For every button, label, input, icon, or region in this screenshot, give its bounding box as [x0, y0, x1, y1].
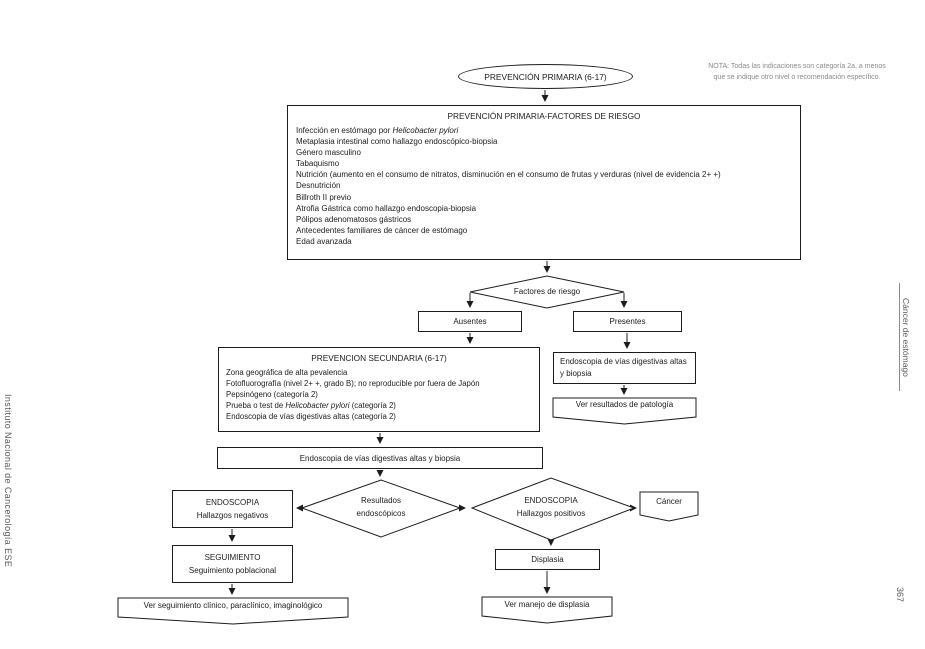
cancer-label: Cáncer [656, 497, 682, 506]
note-line-1: NOTA: Todas las indicaciones son categoría 2a, a menos [708, 63, 886, 70]
risk-line: Género masculino [296, 148, 361, 158]
see-pathology-results-label: Ver resultados de patología [575, 400, 674, 409]
risk-line: Atrofia Gástrica como hallazgo endoscopia-biopsia [296, 203, 477, 213]
right-running-header: Cáncer de estómago [901, 297, 911, 377]
followup-box: SEGUIMIENTO Seguimiento poblacional [172, 545, 293, 583]
dysplasia-box: Displasia [495, 549, 600, 570]
risk-factors-list [288, 121, 800, 247]
risk-factors-title: PREVENCIÓN PRIMARIA-FACTORES DE RIESGO [447, 111, 641, 121]
secondary-prevention-list [219, 363, 539, 422]
decision-endoscopic-results-label: Resultados endoscópicos [356, 496, 406, 518]
note-text [688, 61, 906, 83]
secondary-prevention-box [218, 347, 540, 432]
secondary-prevention-title: PREVENCION SECUNDARIA (6-17) [311, 353, 447, 363]
risk-line: Nutrición (aumento en el consumo de nitratos, disminución en el consumo de frutas y verduras (nivel de evidencia 2+ +) [296, 170, 721, 180]
start-node-prevencion-primaria [458, 64, 633, 89]
page-number: 367 [895, 587, 905, 603]
secondary-line: Pepsinógeno (categoría 2) [226, 390, 318, 399]
risk-line: Metaplasia intestinal como hallazgo endoscópico-biopsia [296, 137, 498, 147]
risk-line: Pólipos adenomatosos gástricos [296, 214, 412, 224]
secondary-line: Zona geográfica de alta pevalencia [226, 368, 348, 377]
decision-positive-findings-label: ENDOSCOPIA Hallazgos positivos [516, 496, 586, 518]
risk-line: Billroth II previo [296, 192, 352, 202]
risk-line: Tabaquismo [296, 159, 340, 169]
start-node-label: PREVENCIÓN PRIMARIA (6-17) [484, 71, 607, 82]
endoscopy-negative-box: ENDOSCOPIA Hallazgos negativos [172, 490, 293, 528]
see-followup-label: Ver seguimiento clínico, paraclínico, imaginológico [143, 601, 323, 610]
decision-risk-factors-label: Factores de riesgo [513, 287, 581, 296]
left-margin-institution-text: Instituto Nacional de Cancerología ESE [3, 394, 13, 568]
secondary-line: Fotofluorografía (nivel 2+ +, grado B); no reproducible por fuera de Japón [226, 379, 480, 388]
absent-box: Ausentes [418, 311, 522, 332]
endoscopy-biopsy-center-box: Endoscopia de vías digestivas altas y biopsia [217, 447, 543, 469]
secondary-line: Endoscopia de vías digestivas altas (categoría 2) [226, 412, 396, 421]
risk-factors-box [287, 105, 801, 260]
present-box: Presentes [573, 311, 682, 332]
risk-line: Edad avanzada [296, 236, 352, 246]
risk-line: Infección en estómago por Helicobacter pylori [296, 126, 459, 135]
see-dysplasia-management-label: Ver manejo de displasia [504, 600, 590, 609]
right-header-rule [899, 283, 900, 391]
note-line-2: que se indique otro nivel o recomendación específico. [713, 74, 881, 81]
endoscopy-biopsy-right-box: Endoscopia de vías digestivas altas y biopsia [553, 352, 696, 384]
risk-line: Desnutrición [296, 181, 341, 191]
risk-line: Antecedentes familiares de cáncer de estómago [296, 225, 468, 235]
secondary-line: Prueba o test de Helicobacter pylori (categoría 2) [226, 401, 396, 410]
